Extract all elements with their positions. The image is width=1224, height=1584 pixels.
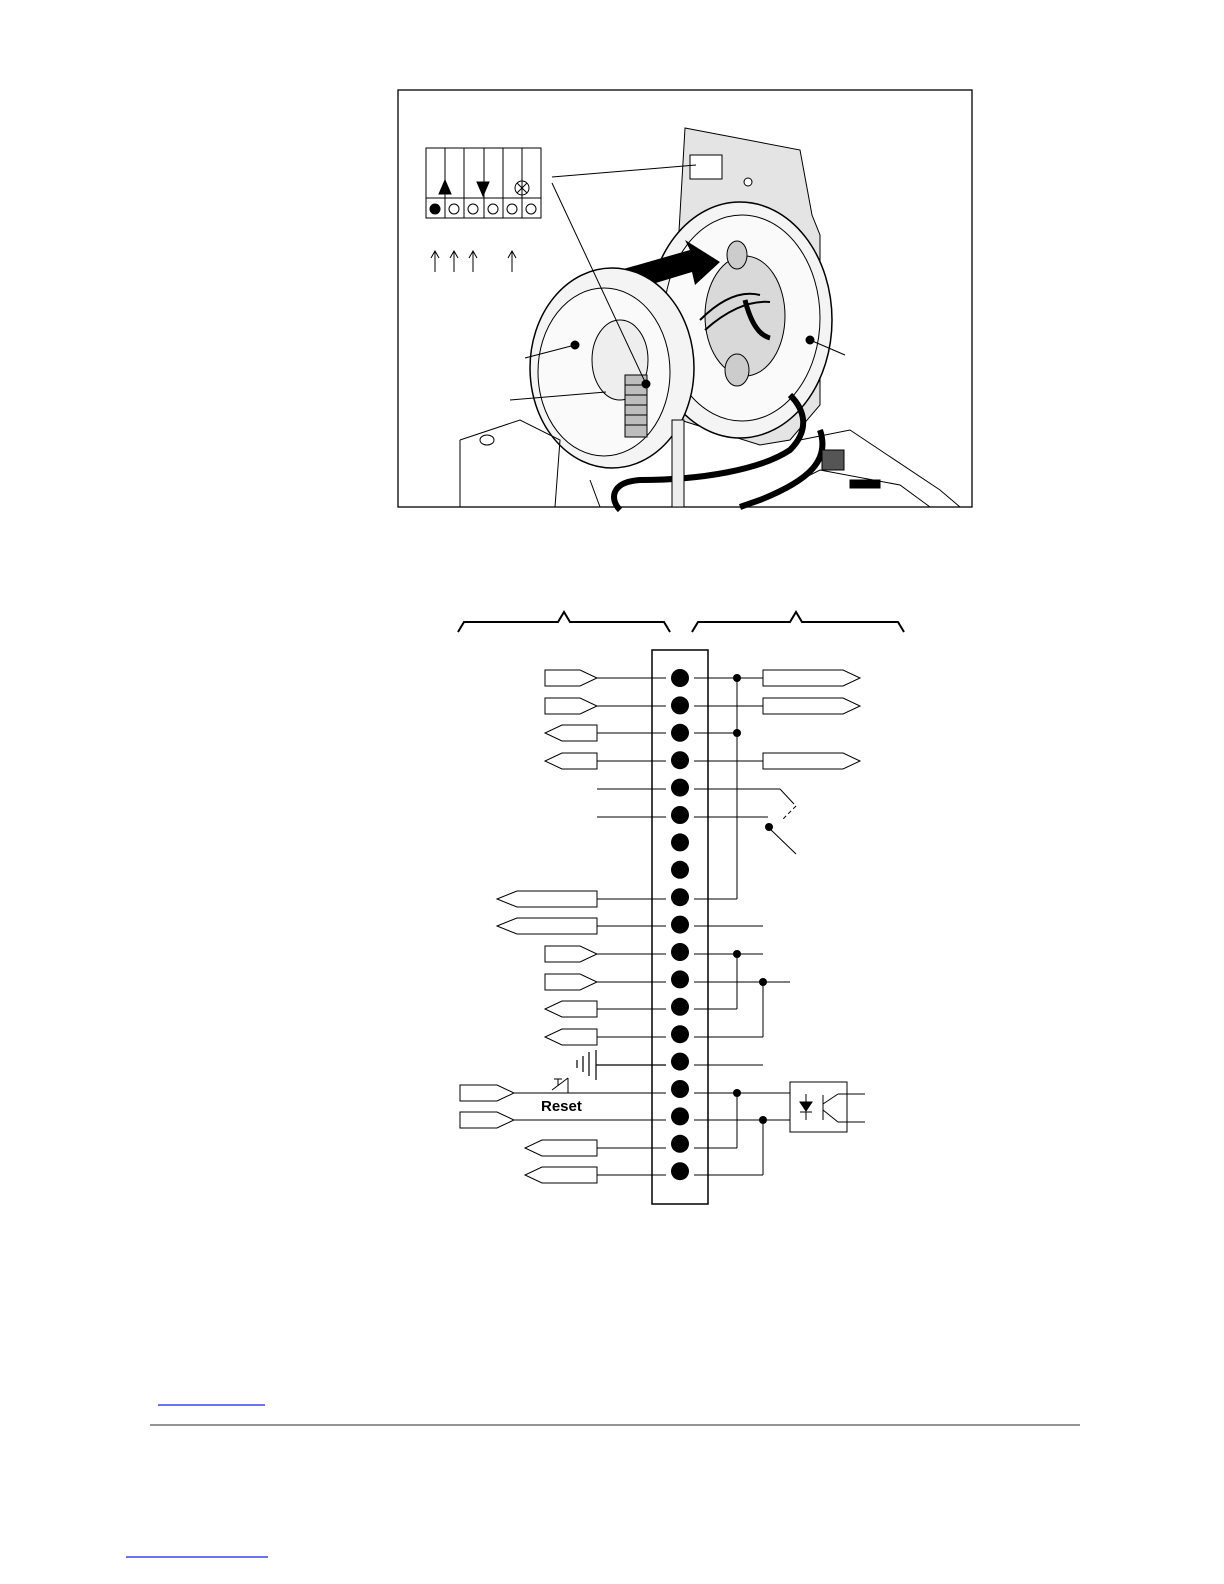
terminal-3 [671, 724, 689, 742]
housing-box [460, 420, 560, 507]
terminal-15 [671, 1053, 689, 1071]
terminal-18 [671, 1135, 689, 1153]
terminal-10 [671, 916, 689, 934]
optocoupler-symbol [790, 1082, 865, 1132]
terminal-2 [671, 696, 689, 714]
terminal-8 [671, 861, 689, 879]
left-brace [458, 612, 670, 632]
right-brace [692, 612, 904, 632]
terminal-19 [671, 1162, 689, 1180]
terminal-5 [671, 779, 689, 797]
terminal-14 [671, 1025, 689, 1043]
terminal-17 [671, 1107, 689, 1125]
terminal-11 [671, 943, 689, 961]
terminal-12 [671, 970, 689, 988]
junction-dots [733, 674, 773, 1124]
wiring-diagram [458, 612, 904, 1204]
terminal-16 [671, 1080, 689, 1098]
reset-label: Reset [541, 1098, 582, 1115]
terminal-9 [671, 888, 689, 906]
terminal-6 [671, 806, 689, 824]
reset-switch-symbol [552, 1078, 568, 1093]
terminal-4 [671, 751, 689, 769]
terminal-7 [671, 833, 689, 851]
terminal-dots [671, 669, 689, 1180]
pointer-arrows [431, 251, 516, 272]
terminal-1 [671, 669, 689, 687]
mounting-illustration [398, 90, 972, 510]
terminal-13 [671, 998, 689, 1016]
terminal-legend [426, 148, 541, 218]
